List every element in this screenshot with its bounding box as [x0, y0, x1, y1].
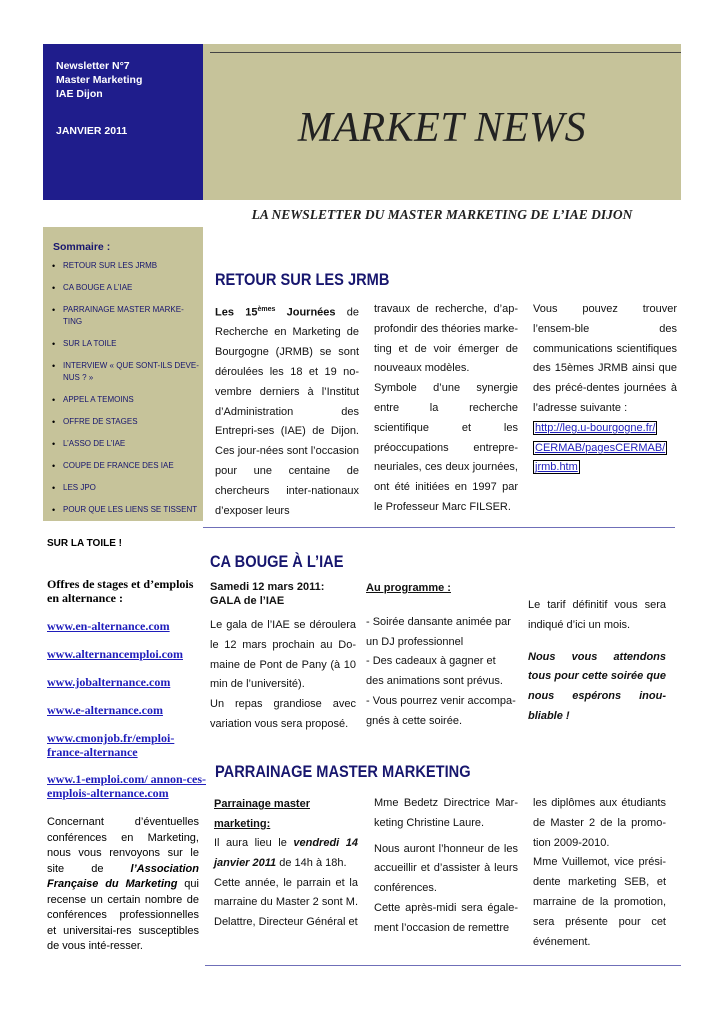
parrainage-text: Mme Vuillemot, vice prési-dente marketing SEB, et marraine de la promotion, sera présente pour cet événement.	[533, 856, 666, 948]
masthead-box	[203, 44, 681, 200]
section-divider	[203, 527, 675, 528]
iae-text: Un repas grandiose avec variation vous sera proposé.	[210, 698, 356, 730]
toc-item[interactable]: • RETOUR SUR LES JRMB	[51, 260, 201, 272]
jrmb-col-2	[374, 300, 518, 518]
jrmb-journees: Journées	[275, 306, 336, 319]
sidebar-afm: l’Association Française du Marketing	[47, 862, 199, 890]
toc-item[interactable]: • PARRAINAGE MASTER MARKE-TING	[51, 304, 201, 328]
parrainage-text: Mme Bedetz Directrice Mar-keting Christine Laure.	[374, 797, 518, 829]
parrainage-text: Nous auront l’honneur de les accueillir et d’assister à leurs conférences.	[374, 842, 518, 895]
toc-item[interactable]: • CA BOUGE A L’IAE	[51, 282, 201, 294]
iae-text: Le tarif définitif vous sera indiqué d’ici un mois.	[528, 599, 666, 631]
toc-item[interactable]: • COUPE DE FRANCE DES IAE	[51, 460, 201, 472]
sidebar-link[interactable]: www.e-alternance.com	[47, 703, 163, 717]
toc-item[interactable]: • LES JPO	[51, 482, 201, 494]
parrainage-col-3	[533, 794, 666, 952]
jrmb-col-1	[215, 300, 359, 521]
sidebar-link[interactable]: www.en-alternance.com	[47, 619, 170, 633]
jrmb-title: RETOUR SUR LES JRMB	[215, 270, 390, 289]
issue-box	[43, 44, 203, 200]
iae-text: Le gala de l’IAE se déroulera le 12 mars prochain au Do-maine de Pont de Pany (à 10 min de l’université).	[210, 619, 356, 691]
parrainage-text: Il aura lieu le	[214, 837, 294, 849]
parrainage-text: de 14h à 18h.	[276, 856, 347, 869]
table-of-contents	[43, 227, 203, 521]
jrmb-url[interactable]: CERMAB/pagesCERMAB/	[535, 441, 666, 454]
sidebar-heading: SUR LA TOILE !	[47, 538, 122, 549]
parrainage-date: vendredi 14 janvier 2011	[214, 837, 358, 869]
issue-number: Newsletter N°7	[56, 60, 130, 72]
iae-col-2	[366, 579, 516, 732]
sidebar-link[interactable]: www.cmonjob.fr/emploi-france-alternance	[47, 731, 175, 759]
tagline: LA NEWSLETTER DU MASTER MARKETING DE L’IAE DIJON	[251, 207, 633, 222]
iae-prog-title: Au programme :	[366, 582, 451, 594]
toc-item[interactable]: • SUR LA TOILE	[51, 338, 201, 350]
jrmb-text: Symbole d’une synergie entre la recherche scientifique et les préoccupations entrepre-neuriales, ces deux journées, ont été initiées en 1997 par le Professeur Marc FILSER.	[374, 382, 518, 513]
toc-item[interactable]: • L’ASSO DE L’IAE	[51, 438, 201, 450]
parrainage-col-2	[374, 794, 518, 939]
parrainage-text: les diplômes aux étudiants de Master 2 de la promo-tion 2009-2010.	[533, 797, 666, 849]
iae-title: CA BOUGE À L’IAE	[210, 552, 344, 571]
iae-closing: Nous vous attendons tous pour cette soirée que nous espérons inou-bliable !	[528, 650, 666, 722]
parrainage-text: Cette après-midi sera égale-ment l’occasion de remettre	[374, 901, 518, 934]
jrmb-col-3	[533, 300, 677, 478]
sidebar-link[interactable]: www.jobalternance.com	[47, 675, 171, 689]
parrainage-title: PARRAINAGE MASTER MARKETING	[215, 762, 471, 781]
sidebar-paragraph	[47, 815, 199, 955]
sidebar-link[interactable]: www.1-emploi.com/ annon-ces-emplois-alternance.com	[47, 772, 206, 800]
iae-col-3	[528, 596, 666, 727]
jrmb-text: travaux de recherche, d’ap-profondir des théories marke-ting et de voir émerger de nouveaux modèles.	[374, 303, 518, 375]
toc-item[interactable]: • APPEL A TEMOINS	[51, 394, 201, 406]
masthead-title: MARKET NEWS	[297, 105, 587, 151]
iae-col-1	[210, 616, 356, 735]
sidebar-link[interactable]: www.alternancemploi.com	[47, 647, 183, 661]
jrmb-url[interactable]: http://leg.u-bourgogne.fr/	[535, 421, 656, 434]
footer-divider	[205, 965, 681, 966]
iae-prog-item: - Vous pourrez venir accompa-gnés à cette soirée.	[366, 694, 516, 727]
parrainage-col-1	[214, 794, 358, 933]
masthead-rule	[210, 52, 681, 53]
sidebar-offres: Offres de stages et d’emplois en alternance :	[47, 577, 194, 605]
parrainage-subtitle: Parrainage master marketing:	[214, 798, 310, 830]
issue-program: Master Marketing	[56, 74, 143, 86]
jrmb-sup: èmes	[257, 306, 276, 313]
iae-prog-item: - Soirée dansante animée par un DJ professionnel	[366, 615, 511, 648]
toc-item[interactable]: • INTERVIEW « QUE SONT-ILS DEVE-NUS ? »	[51, 360, 201, 384]
sidebar-para-text: qui recense un certain nombre de conférences professionnelles et universitai-res susceptibles de vous inté-resser.	[47, 878, 199, 952]
iae-subtitle: Samedi 12 mars 2011: GALA de l’IAE	[210, 581, 325, 607]
jrmb-text: de Recherche en Marketing de Bourgogne (JRMB) se sont déroulées les 18 et 19 no-vembre derniers à l’Institut d’Administration des Entrepri-ses (IAE) de Dijon. Ces jour-nées sont l’occasion pour une centaine de chercheurs inter-nationaux d’exposer leurs	[215, 306, 360, 517]
jrmb-url[interactable]: jrmb.htm	[535, 461, 578, 474]
toc-list	[51, 260, 201, 526]
issue-school: IAE Dijon	[56, 88, 103, 100]
parrainage-text: Cette année, le parrain et la marraine du Master 2 sont M. Delattre, Directeur Général et	[214, 876, 358, 929]
toc-item[interactable]: • OFFRE DE STAGES	[51, 416, 201, 428]
toc-item[interactable]: • POUR QUE LES LIENS SE TISSENT	[51, 504, 201, 516]
jrmb-text: Vous pouvez trouver l’ensem-ble des communications scientifiques des 15èmes JRMB ainsi que des précé-dentes journées à l’adresse suivante :	[533, 303, 677, 414]
toc-title: Sommaire :	[53, 241, 111, 253]
issue-date: JANVIER 2011	[56, 125, 128, 137]
iae-prog-item: - Des cadeaux à gagner et des animations sont prévus.	[366, 655, 503, 688]
jrmb-les: Les 15	[215, 306, 258, 319]
sidebar-para-text: Concernant d’éventuelles conférences en Marketing, nous vous renvoyons sur le site de	[47, 816, 199, 875]
